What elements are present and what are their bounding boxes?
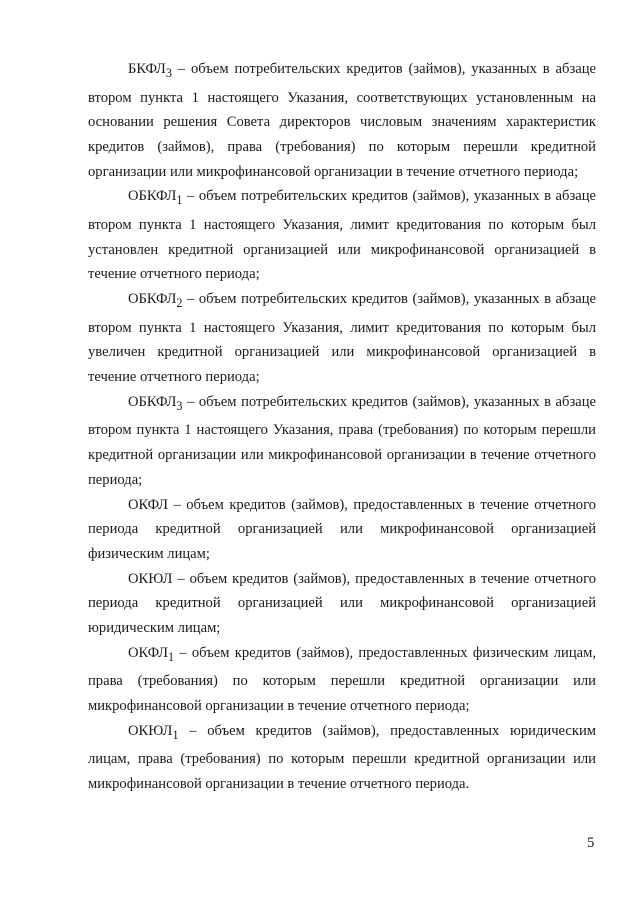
definition-paragraph-bkfl3 [88, 57, 596, 184]
definition-text: – объем потребительских кредитов (займов), указанных в абзаце втором пункта 1 настоящего Указания, права (требования) по которым перешли кредитной организации или микрофинансовой организации в течение отчетного периода; [88, 393, 596, 488]
definition-text: – объем потребительских кредитов (займов), указанных в абзаце втором пункта 1 настоящего Указания, лимит кредитования по которым был установлен кредитной организацией или микрофинансовой организацией в течение отчетного периода; [88, 188, 596, 283]
definition-text: – объем потребительских кредитов (займов), указанных в абзаце втором пункта 1 настоящего Указания, лимит кредитования по которым был увеличен кредитной организацией или микрофинансовой организацией в течение отчетного периода; [88, 291, 596, 386]
term-subscript: 3 [165, 65, 172, 80]
term: ОКЮЛ [128, 570, 173, 587]
term: ОКФЛ [128, 496, 168, 513]
term-subscript: 1 [167, 649, 175, 664]
page-number: 5 [587, 835, 595, 851]
definition-paragraph-obkfl3 [88, 390, 596, 493]
term: ОКЮЛ [128, 722, 173, 739]
definition-paragraph-okyul1 [88, 719, 596, 797]
document-body [88, 57, 596, 797]
term: ОБКФЛ [128, 291, 177, 308]
definition-text: – объем кредитов (займов), предоставленных в течение отчетного периода кредитной организацией или микрофинансовой организацией физическим лицам; [88, 496, 596, 562]
definition-paragraph-okyul [88, 567, 596, 641]
definition-text: – объем потребительских кредитов (займов), указанных в абзаце втором пункта 1 настоящего Указания, соответствующих установленным на основании решения Совета директоров числовым значениям характеристик кредитов (займов), права (требования) по которым перешли кредитной организации или микрофинансовой организации в течение отчетного периода; [88, 61, 596, 180]
definition-text: – объем кредитов (займов), предоставленных юридическим лицам, права (требования) по которым перешли кредитной организации или микрофинансовой организации в течение отчетного периода. [88, 722, 596, 793]
term: БКФЛ [128, 61, 166, 77]
term: ОКФЛ [128, 644, 168, 661]
term: ОБКФЛ [128, 188, 177, 205]
term-subscript: 2 [176, 296, 183, 311]
term-subscript: 3 [176, 398, 183, 413]
definition-text: – объем кредитов (займов), предоставленных в течение отчетного периода кредитной организацией или микрофинансовой организацией юридическим лицам; [88, 570, 596, 637]
definition-paragraph-obkfl2 [88, 287, 596, 390]
definition-paragraph-obkfl1 [88, 184, 596, 287]
term: ОБКФЛ [128, 393, 177, 410]
term-subscript: 1 [176, 193, 183, 208]
definition-paragraph-okfl1 [88, 641, 596, 719]
definition-paragraph-okfl [88, 493, 596, 567]
definition-text: – объем кредитов (займов), предоставленных физическим лицам, права (требования) по которым перешли кредитной организации или микрофинансовой организации в течение отчетного периода; [88, 644, 596, 715]
term-subscript: 1 [172, 727, 179, 742]
